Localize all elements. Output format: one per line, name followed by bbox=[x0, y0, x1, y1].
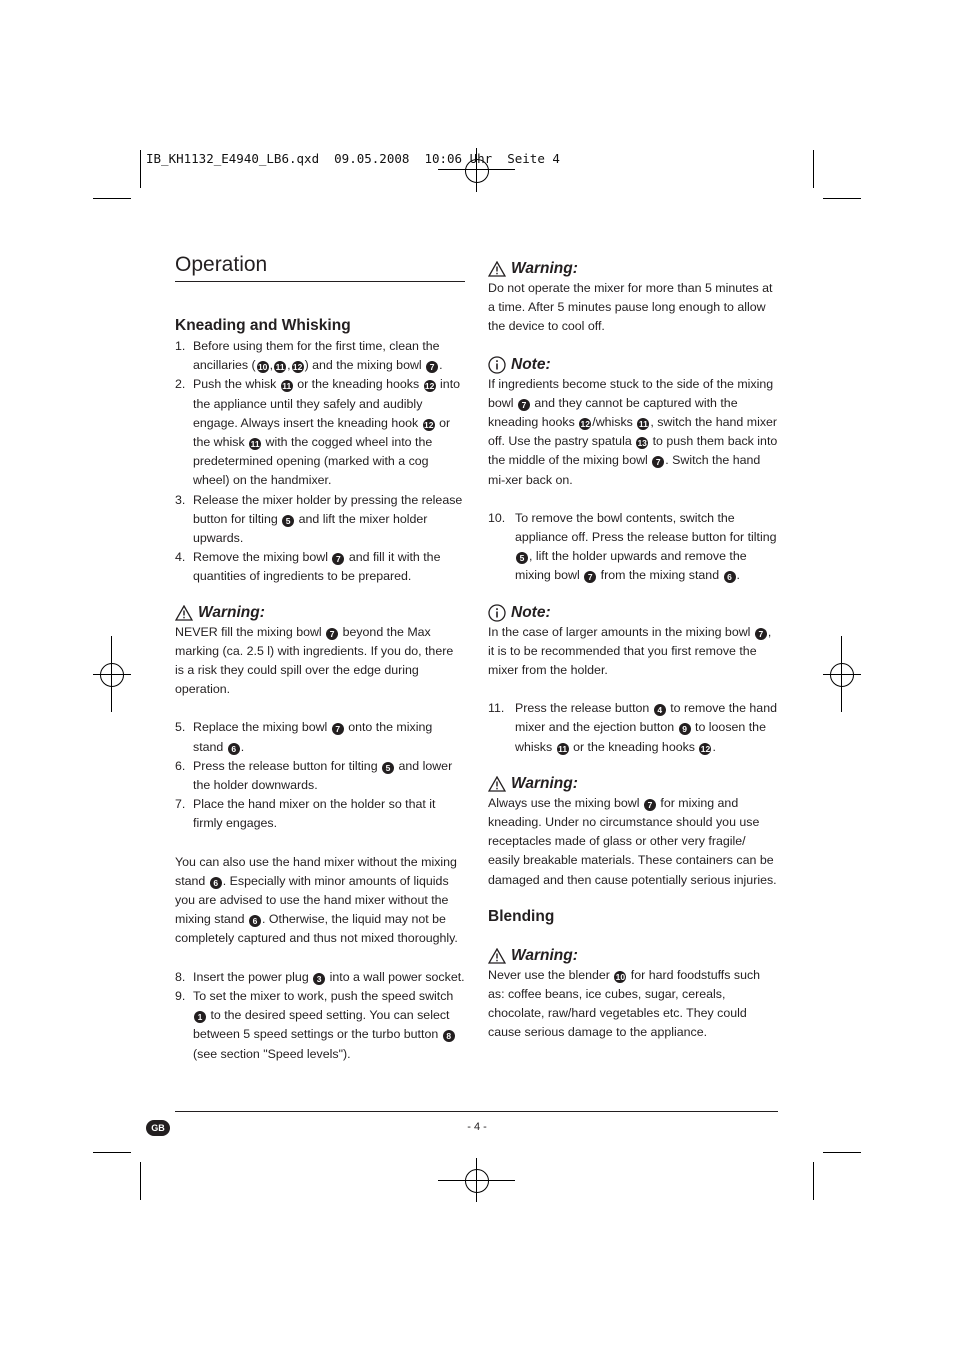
warning-heading bbox=[488, 774, 779, 794]
part-number-badge: 11 bbox=[558, 743, 568, 754]
list-item bbox=[175, 968, 465, 987]
part-number-badge: 7 bbox=[652, 456, 664, 468]
info-circle-icon bbox=[488, 604, 506, 622]
part-number-badge: 11 bbox=[282, 381, 292, 392]
steps-list bbox=[175, 337, 465, 587]
list-item-text: To remove the bowl contents, switch the appliance off. Press the release button for tilting 5 , lift the holder upwards and remove the mixing bowl 7 from the mixing stand 6 . bbox=[515, 510, 777, 583]
steps-list bbox=[175, 718, 465, 833]
list-item-number: 8. bbox=[175, 969, 186, 984]
list-item bbox=[488, 699, 779, 757]
crop-mark bbox=[813, 1162, 814, 1200]
list-item-number: 7. bbox=[175, 797, 186, 812]
warning-heading bbox=[488, 259, 779, 279]
title-rule bbox=[175, 281, 465, 282]
list-item bbox=[175, 375, 465, 490]
part-number-badge: 4 bbox=[654, 704, 666, 716]
warning-heading bbox=[488, 946, 779, 966]
note-text: If ingredients become stuck to the side of the mixing bowl 7 and they cannot be captured with the kneading hooks 12 /whisks 11 , switch the hand mixer off. Use the pastry spatula 13 to push them back into the middle of the mixing bowl 7 . Switch the hand mi-xer back on. bbox=[488, 376, 778, 487]
crop-mark bbox=[140, 150, 141, 188]
note-title: Note: bbox=[511, 603, 551, 621]
warning-triangle-icon bbox=[175, 605, 193, 621]
part-number-badge: 12 bbox=[423, 419, 434, 430]
list-item-number: 10. bbox=[488, 510, 506, 525]
part-number-badge: 7 bbox=[332, 723, 344, 735]
warning-heading bbox=[175, 603, 465, 623]
part-number-badge: 10 bbox=[615, 971, 626, 982]
part-number-badge: 7 bbox=[332, 553, 344, 565]
list-item-number: 5. bbox=[175, 720, 186, 735]
info-circle-icon bbox=[488, 356, 506, 374]
list-item-text: Release the mixer holder by pressing the release button for tilting 5 and lift the mixer holder upwards. bbox=[193, 492, 463, 546]
part-number-badge: 12 bbox=[424, 381, 435, 392]
left-column bbox=[175, 316, 465, 1064]
note-heading bbox=[488, 603, 779, 623]
warning-text: Never use the blender 10 for hard foodstuffs such as: coffee beans, ice cubes, sugar, cereals, chocolate, raw/hard vegetables etc. They could cause serious damage to the appliance. bbox=[488, 967, 761, 1040]
part-number-badge: 7 bbox=[644, 799, 656, 811]
note-heading bbox=[488, 355, 779, 375]
list-item-text: Press the release button for tilting 5 and lower the holder downwards. bbox=[193, 758, 453, 793]
registration-mark bbox=[465, 1169, 489, 1193]
note-text: In the case of larger amounts in the mixing bowl 7 , it is to be recommended that you first remove the mixer from the holder. bbox=[488, 624, 772, 678]
warning-triangle-icon bbox=[488, 948, 506, 964]
part-number-badge: 9 bbox=[679, 723, 691, 735]
right-column bbox=[488, 259, 779, 1043]
country-badge: GB bbox=[146, 1120, 170, 1136]
warning-title: Warning: bbox=[198, 603, 265, 621]
list-item-text: Push the whisk 11 or the kneading hooks 12 into the appliance until they safely and audibly engage. Always insert the kneading hook 12 or the whisk 11 with the cogged wheel into the predetermined opening (marked with a cog wheel) on the handmixer. bbox=[193, 377, 461, 488]
list-item-text: Replace the mixing bowl 7 onto the mixing stand 6 . bbox=[193, 720, 433, 754]
list-item bbox=[175, 337, 465, 375]
part-number-badge: 6 bbox=[724, 571, 736, 583]
warning-title: Warning: bbox=[511, 774, 578, 792]
part-number-badge: 6 bbox=[249, 915, 261, 927]
steps-list bbox=[488, 699, 779, 757]
section-heading-blending: Blending bbox=[488, 907, 555, 925]
registration-mark bbox=[823, 674, 861, 675]
crop-mark bbox=[93, 1152, 131, 1153]
section-heading-kneading: Kneading and Whisking bbox=[175, 317, 351, 334]
list-item-text: Insert the power plug 3 into a wall power socket. bbox=[193, 969, 465, 984]
crop-mark bbox=[813, 150, 814, 188]
list-item-number: 6. bbox=[175, 758, 186, 773]
steps-list bbox=[175, 968, 465, 1064]
list-item bbox=[175, 795, 465, 833]
list-item bbox=[488, 509, 779, 586]
list-item-number: 2. bbox=[175, 377, 186, 392]
part-number-badge: 5 bbox=[282, 515, 294, 527]
note-title: Note: bbox=[511, 355, 551, 373]
registration-mark bbox=[438, 1180, 515, 1181]
warning-text: Always use the mixing bowl 7 for mixing and kneading. Under no circumstance should you use receptacles made of glass or other very fragile/ easily breakable materials. These containers can be damaged and then cause potentially serious injuries. bbox=[488, 795, 777, 887]
part-number-badge: 7 bbox=[755, 628, 767, 640]
footer-rule bbox=[175, 1111, 778, 1112]
list-item-text: Before using them for the first time, clean the ancillaries ( 10 , 11 , 12 ) and the mixing bowl 7 . bbox=[193, 339, 443, 373]
list-item-number: 3. bbox=[175, 492, 186, 507]
part-number-badge: 12 bbox=[292, 362, 303, 373]
page-number: - 4 - bbox=[467, 1121, 487, 1133]
part-number-badge: 11 bbox=[250, 439, 260, 450]
part-number-badge: 5 bbox=[382, 762, 394, 774]
list-item-number: 9. bbox=[175, 988, 186, 1003]
list-item bbox=[175, 718, 465, 756]
registration-mark bbox=[93, 674, 131, 675]
registration-mark bbox=[830, 663, 854, 687]
part-number-badge: 5 bbox=[516, 552, 528, 564]
steps-list bbox=[488, 509, 779, 586]
list-item-text: Press the release button 4 to remove the hand mixer and the ejection button 9 to loosen the whisks 11 or the kneading hooks 12 . bbox=[515, 701, 777, 754]
list-item-number: 1. bbox=[175, 339, 186, 353]
crop-mark bbox=[823, 1152, 861, 1153]
crop-mark bbox=[93, 198, 131, 199]
body-paragraph: You can also use the hand mixer without the mixing stand 6 . Especially with minor amounts of liquids you are advised to use the hand mixer without the mixing stand 6 . Otherwise, the liquid may not be completely captured and thus not mixed thoroughly. bbox=[175, 854, 458, 946]
page-title: Operation bbox=[175, 253, 268, 276]
part-number-badge: 7 bbox=[426, 361, 438, 373]
list-item-number: 4. bbox=[175, 550, 186, 565]
part-number-badge: 7 bbox=[584, 571, 596, 583]
part-number-badge: 1 bbox=[194, 1011, 206, 1023]
part-number-badge: 3 bbox=[313, 973, 325, 985]
warning-text: Do not operate the mixer for more than 5 minutes at a time. After 5 minutes pause long enough to allow the device to cool off. bbox=[488, 281, 773, 334]
part-number-badge: 11 bbox=[638, 419, 648, 430]
list-item bbox=[175, 757, 465, 795]
registration-mark bbox=[438, 169, 515, 170]
list-item-text: To set the mixer to work, push the speed switch 1 to the desired speed setting. You can select between 5 speed settings or the turbo button 8 (see section "Speed levels"). bbox=[193, 988, 454, 1061]
part-number-badge: 6 bbox=[210, 877, 222, 889]
part-number-badge: 7 bbox=[518, 399, 530, 411]
part-number-badge: 8 bbox=[443, 1030, 455, 1042]
crop-mark bbox=[823, 198, 861, 199]
part-number-badge: 10 bbox=[257, 362, 268, 373]
part-number-badge: 11 bbox=[275, 362, 285, 373]
list-item bbox=[175, 987, 465, 1064]
list-item bbox=[175, 548, 465, 586]
part-number-badge: 6 bbox=[228, 743, 240, 755]
part-number-badge: 12 bbox=[580, 419, 590, 430]
print-slug: IB_KH1132_E4940_LB6.qxd 09.05.2008 10:06 Uhr Seite 4 bbox=[146, 151, 560, 166]
warning-title: Warning: bbox=[511, 260, 578, 277]
part-number-badge: 12 bbox=[700, 743, 711, 754]
warning-title: Warning: bbox=[511, 946, 578, 964]
list-item-text: Remove the mixing bowl 7 and fill it with the quantities of ingredients to be prepared. bbox=[193, 550, 441, 584]
list-item-text: Place the hand mixer on the holder so that it firmly engages. bbox=[193, 797, 436, 831]
warning-text: NEVER fill the mixing bowl 7 beyond the Max marking (ca. 2.5 l) with ingredients. If you do, there is a risk they could spill over the edge during operation. bbox=[175, 624, 454, 697]
list-item bbox=[175, 491, 465, 549]
warning-triangle-icon bbox=[488, 261, 506, 277]
part-number-badge: 13 bbox=[637, 438, 647, 449]
part-number-badge: 7 bbox=[326, 628, 338, 640]
warning-triangle-icon bbox=[488, 776, 506, 792]
crop-mark bbox=[140, 1162, 141, 1200]
list-item-number: 11. bbox=[488, 701, 505, 716]
registration-mark bbox=[100, 663, 124, 687]
